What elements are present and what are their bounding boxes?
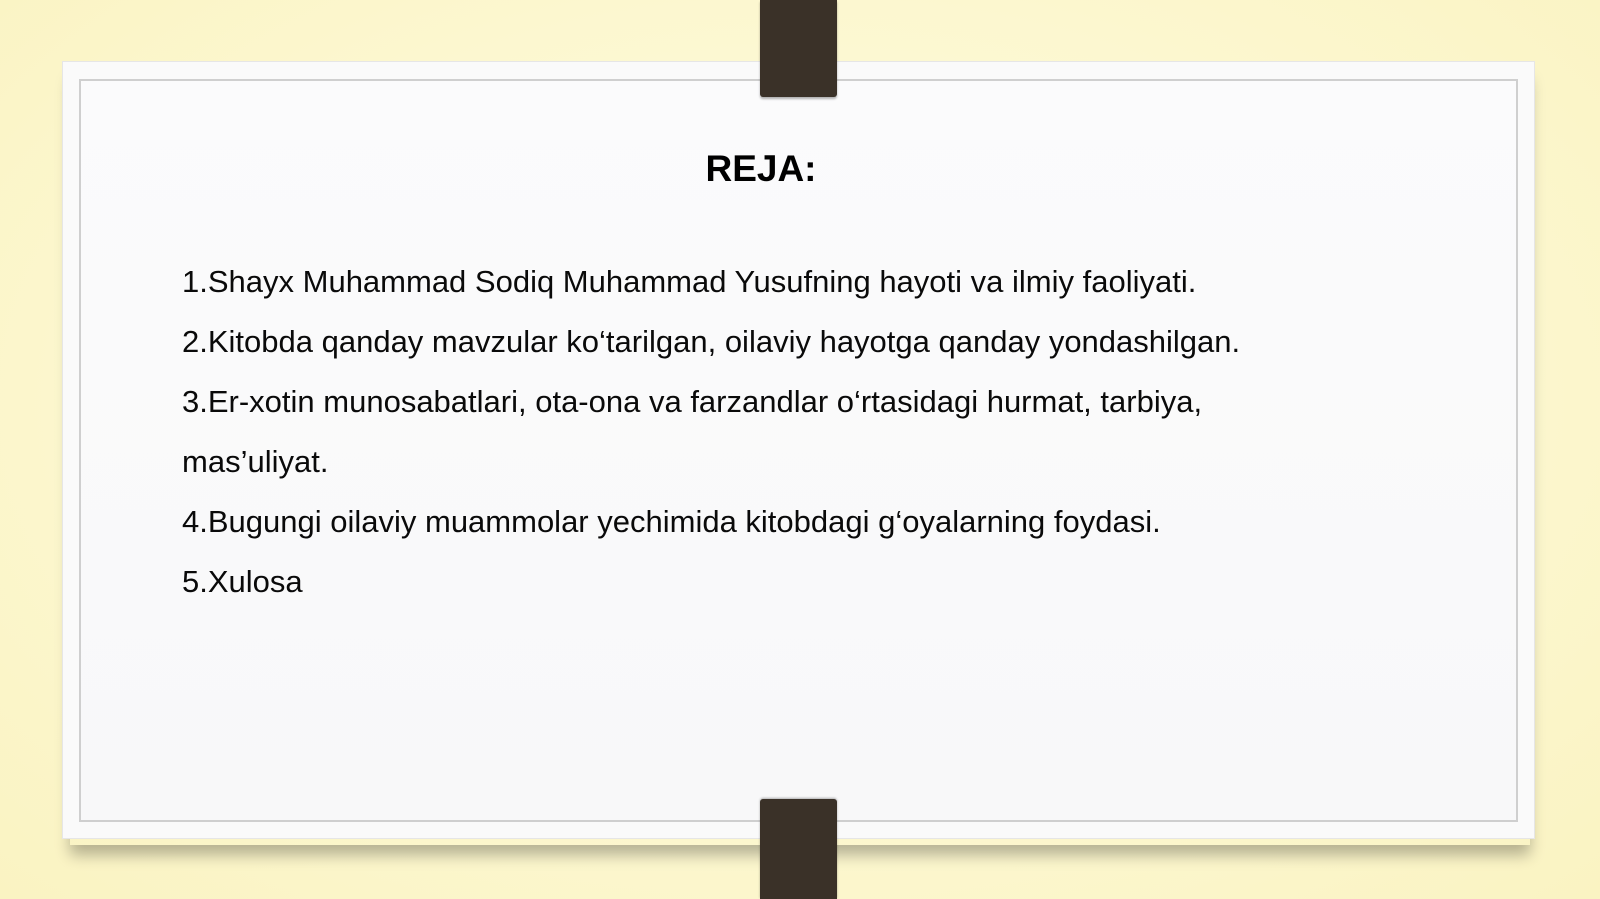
bottom-clip bbox=[760, 799, 837, 899]
plan-item-5: 5.Xulosa bbox=[182, 564, 303, 599]
plan-item-1: 1.Shayx Muhammad Sodiq Muhammad Yusufning hayoti va ilmiy faoliyati. bbox=[182, 264, 1197, 299]
top-clip bbox=[760, 0, 837, 97]
plan-item-4: 4.Bugungi oilaviy muammolar yechimida kitobdagi g‘oyalarning foydasi. bbox=[182, 504, 1161, 539]
plan-list bbox=[182, 252, 1352, 612]
plan-item-2: 2.Kitobda qanday mavzular ko‘tarilgan, oilaviy hayotga qanday yondashilgan. bbox=[182, 324, 1241, 359]
plan-item-3: 3.Er-xotin munosabatlari, ota-ona va farzandlar o‘rtasidagi hurmat, tarbiya, mas’uliyat. bbox=[182, 384, 1203, 479]
slide-title: REJA: bbox=[705, 148, 817, 189]
